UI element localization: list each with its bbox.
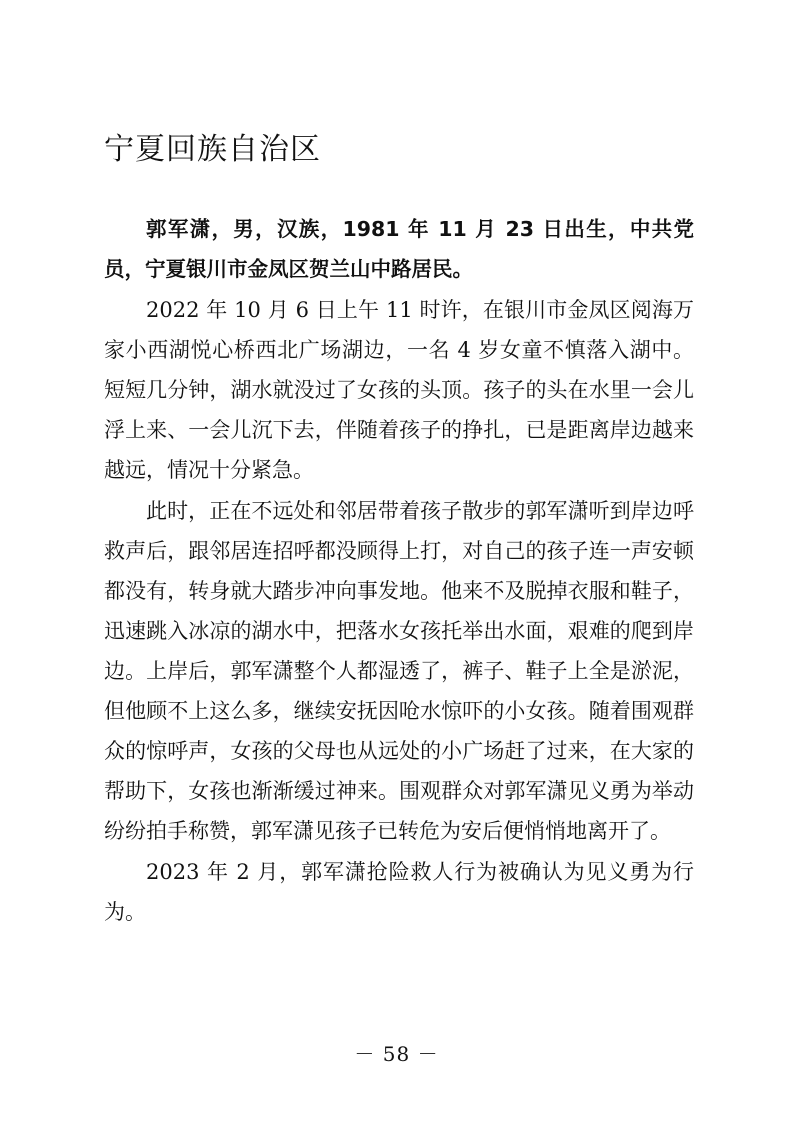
incident-paragraph: 2022 年 10 月 6 日上午 11 时许，在银川市金凤区阅海万家小西湖悦心桥西北广场湖边，一名 4 岁女童不慎落入湖中。短短几分钟，湖水就没过了女孩的头顶。孩子的头在水里一会儿浮上来、一会儿沉下去，伴随着孩子的挣扎，已是距离岸边越来越远，情况十分紧急。 (104, 298, 694, 482)
article-body (104, 209, 694, 932)
rescue-paragraph: 此时，正在不远处和邻居带着孩子散步的郭军潇听到岸边呼救声后，跟邻居连招呼都没顾得上打，对自己的孩子连一声安顿都没有，转身就大踏步冲向事发地。他来不及脱掉衣服和鞋子，迅速跳入冰凉的湖水中，把落水女孩托举出水面，艰难的爬到岸边。上岸后，郭军潇整个人都湿透了，裤子、鞋子上全是淤泥，但他顾不上这么多，继续安抚因呛水惊吓的小女孩。随着围观群众的惊呼声，女孩的父母也从远处的小广场赶了过来，在大家的帮助下，女孩也渐渐缓过神来。围观群众对郭军潇见义勇为举动纷纷拍手称赞，郭军潇见孩子已转危为安后便悄悄地离开了。 (104, 499, 694, 843)
recognition-paragraph: 2023 年 2 月，郭军潇抢险救人行为被确认为见义勇为行为。 (104, 860, 694, 924)
page-number: － 58 － (354, 1042, 439, 1066)
region-title: 宁夏回族自治区 (104, 132, 321, 167)
bio-paragraph: 郭军潇，男，汉族，1981 年 11 月 23 日出生，中共党员，宁夏银川市金凤区贺兰山中路居民。 (104, 217, 694, 281)
